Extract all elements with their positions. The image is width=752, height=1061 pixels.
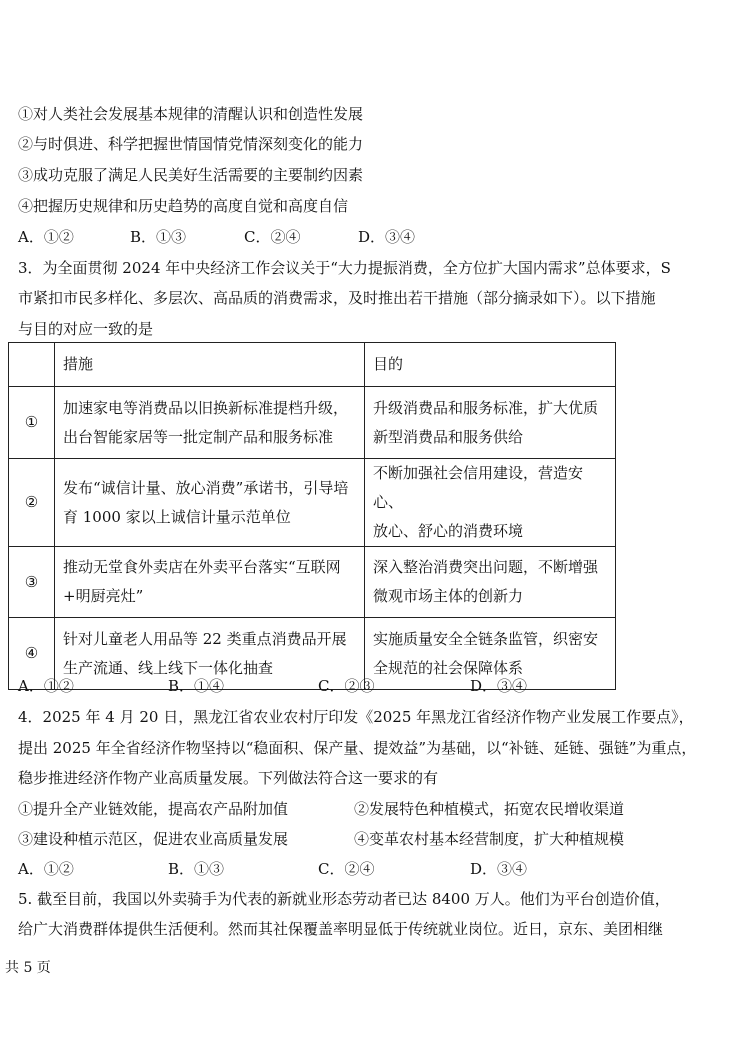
purpose-cell	[365, 459, 616, 547]
q3-option-d: D．③④	[470, 677, 528, 695]
purpose-cell	[365, 387, 616, 459]
q3-option-b: B．①④	[168, 677, 225, 695]
q4-option-c: C．②④	[318, 860, 375, 878]
q2-option-b: B．①③	[130, 228, 187, 246]
q4-item-3: ③建设种植示范区，促进农业高质量发展	[18, 830, 289, 848]
measure-line: 育 1000 家以上诚信计量示范单位	[63, 507, 291, 526]
table-row	[9, 459, 616, 547]
q2-item-4: ④把握历史规律和历史趋势的高度自觉和高度自信	[18, 197, 349, 215]
header-purpose: 目的	[365, 343, 616, 387]
q2-option-d: D．③④	[358, 228, 416, 246]
row-number: ②	[9, 459, 55, 547]
measure-cell	[55, 547, 365, 618]
row-number: ④	[9, 618, 55, 690]
table-row	[9, 547, 616, 618]
q5-stem-line-1: 5. 截至目前，我国以外卖骑手为代表的新就业形态劳动者已达 8400 万人。他们为平台创造价值，	[18, 890, 670, 908]
q4-item-1: ①提升全产业链效能，提高农产品附加值	[18, 800, 289, 818]
row-number: ③	[9, 547, 55, 618]
header-blank	[9, 343, 55, 387]
q2-item-3: ③成功克服了满足人民美好生活需要的主要制约因素	[18, 166, 364, 184]
q4-option-b: B．①③	[168, 860, 225, 878]
header-measures: 措施	[55, 343, 365, 387]
measure-line: +明厨亮灶”	[63, 587, 144, 605]
q3-option-a: A．①②	[18, 677, 74, 695]
q3-stem-line-2: 市紧扣市民多样化、多层次、高品质的消费需求，及时推出若干措施（部分摘录如下）。以下措施	[18, 289, 656, 307]
q3-stem-line-3: 与目的对应一致的是	[18, 320, 154, 338]
table-header-row	[9, 343, 616, 387]
q3-option-c: C．②③	[318, 677, 375, 695]
purpose-cell	[365, 547, 616, 618]
measure-line: 推动无堂食外卖店在外卖平台落实“互联网	[63, 558, 341, 576]
purpose-line: 升级消费品和服务标准，扩大优质	[373, 398, 599, 417]
measure-line: 发布“诚信计量、放心消费”承诺书，引导培	[63, 478, 349, 497]
measure-line: 生产流通、线上线下一体化抽查	[63, 658, 274, 677]
purpose-line: 放心、舒心的消费环境	[373, 522, 524, 540]
page-footer: 共 5 页	[5, 960, 51, 976]
measure-line: 出台智能家居等一批定制产品和服务标准	[63, 427, 334, 446]
measure-cell	[55, 459, 365, 547]
purpose-line: 不断加强社会信用建设，营造安心、	[373, 464, 584, 511]
purpose-line: 新型消费品和服务供给	[373, 427, 524, 446]
purpose-line: 深入整治消费突出问题，不断增强	[373, 558, 599, 576]
q2-item-1: ①对人类社会发展基本规律的清醒认识和创造性发展	[18, 105, 364, 123]
purpose-line: 实施质量安全全链条监管，织密安	[373, 629, 599, 648]
q4-option-d: D．③④	[470, 860, 528, 878]
q2-item-2: ②与时俱进、科学把握世情国情党情深刻变化的能力	[18, 135, 364, 153]
measure-line: 针对儿童老人用品等 22 类重点消费品开展	[63, 629, 347, 648]
q4-item-4: ④变革农村基本经营制度，扩大种植规模	[354, 830, 625, 848]
q2-option-c: C．②④	[244, 228, 301, 246]
purpose-line: 全规范的社会保障体系	[373, 658, 524, 677]
q4-stem-line-2: 提出 2025 年全省经济作物坚持以“稳面积、保产量、提效益”为基础，以“补链、延链、强链”为重点，	[18, 739, 697, 757]
q4-item-2: ②发展特色种植模式，拓宽农民增收渠道	[354, 800, 625, 818]
table-row	[9, 387, 616, 459]
q4-stem-line-1: 4．2025 年 4 月 20 日，黑龙江省农业农村厅印发《2025 年黑龙江省经济作物产业发展工作要点》，	[18, 708, 694, 726]
measures-table	[8, 342, 616, 690]
q5-stem-line-2: 给广大消费群体提供生活便利。然而其社保覆盖率明显低于传统就业岗位。近日，京东、美团相继	[18, 920, 664, 938]
q4-option-a: A．①②	[18, 860, 74, 878]
q2-option-a: A．①②	[18, 228, 74, 246]
measure-line: 加速家电等消费品以旧换新标准提档升级，	[63, 398, 349, 417]
purpose-line: 微观市场主体的创新力	[373, 587, 524, 605]
q4-stem-line-3: 稳步推进经济作物产业高质量发展。下列做法符合这一要求的有	[18, 769, 439, 787]
row-number: ①	[9, 387, 55, 459]
q3-stem-line-1: 3．为全面贯彻 2024 年中央经济工作会议关于“大力提振消费，全方位扩大国内需求”总体要求，S	[18, 259, 671, 277]
measure-cell	[55, 387, 365, 459]
